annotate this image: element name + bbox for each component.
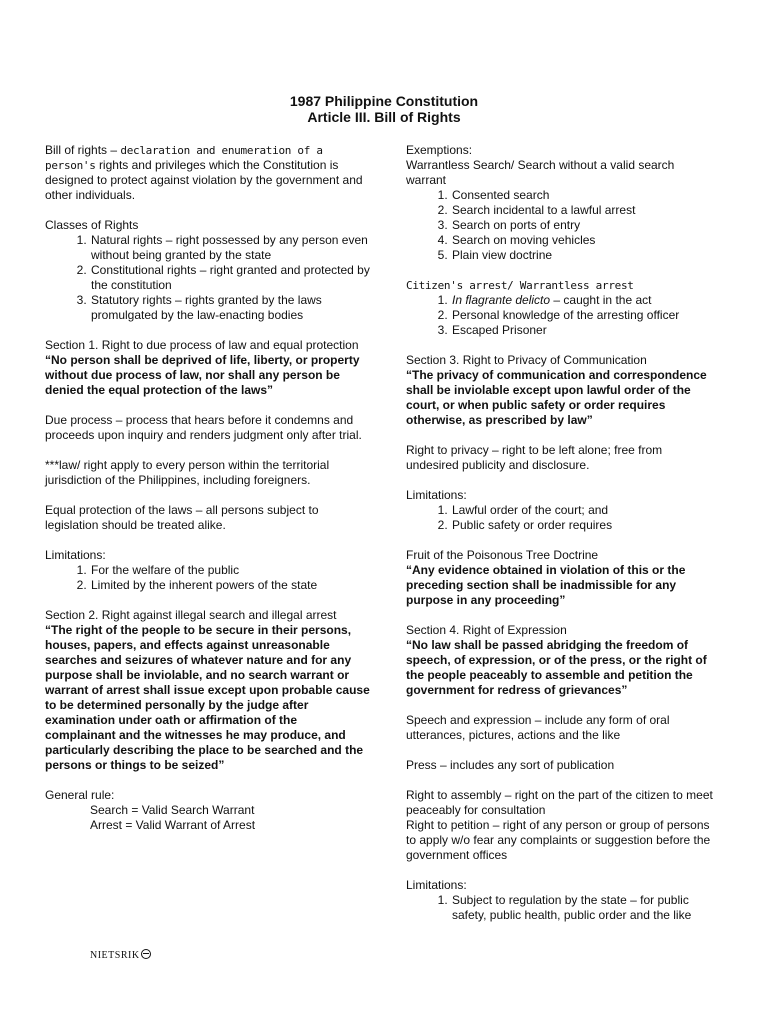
list-item: 1. Natural rights – right possessed by any person even without being granted by the state <box>90 233 370 263</box>
bor-def-b: rights and privileges which the Constitution is designed to protect against violation by the government and other individuals. <box>45 158 363 202</box>
warrantless-search-heading: Warrantless Search/ Search without a valid search warrant <box>406 158 675 187</box>
press-paragraph: Press – includes any sort of publication <box>406 758 615 772</box>
classes-list <box>45 233 370 323</box>
speech-paragraph: Speech and expression – include any form of oral utterances, pictures, actions and the like <box>406 713 670 742</box>
search-list <box>406 188 716 263</box>
section-2-heading: Section 2. Right against illegal search and illegal arrest <box>45 608 337 622</box>
arrest-1-rest: – caught in the act <box>550 293 652 307</box>
right-column <box>406 143 716 923</box>
section-3-quote: “The privacy of communication and correspondence shall be inviolable except upon lawful order of the court, or when public safety or order requires otherwise, as prescribed by law” <box>406 368 707 427</box>
privacy-limitations-list <box>406 503 716 533</box>
bor-term: Bill of rights – <box>45 143 121 157</box>
limitations-heading-3: Limitations: <box>406 878 467 892</box>
arrest-list <box>406 293 716 338</box>
footer-logo <box>90 948 151 963</box>
list-item: 2. Public safety or order requires <box>451 518 716 533</box>
title-line-1: 1987 Philippine Constitution <box>289 93 479 109</box>
due-process-paragraph: Due process – process that hears before it condemns and proceeds upon inquiry and renders judgment only after trial. <box>45 413 362 442</box>
section-3-heading: Section 3. Right to Privacy of Communication <box>406 353 647 367</box>
list-item: 4. Search on moving vehicles <box>451 233 716 248</box>
list-item: 1. Subject to regulation by the state – for public safety, public health, public order and the like <box>451 893 716 923</box>
list-item: 3. Statutory rights – rights granted by the laws promulgated by the law-enacting bodies <box>90 293 370 323</box>
limitations-heading: Limitations: <box>45 548 106 562</box>
list-item: 2. Personal knowledge of the arresting officer <box>451 308 716 323</box>
exemptions-heading: Exemptions: <box>406 143 473 157</box>
citizen-arrest-heading: Citizen's arrest/ Warrantless arrest <box>406 279 634 292</box>
classes-heading: Classes of Rights <box>45 218 139 232</box>
bill-of-rights-definition <box>45 143 370 203</box>
section-4-quote: “No law shall be passed abridging the freedom of speech, of expression, or of the press, or the right of the people peaceably to assemble and petition the government for redress of grievances” <box>406 638 707 697</box>
list-item: 2. Search incidental to a lawful arrest <box>451 203 716 218</box>
petition-paragraph: Right to petition – right of any person or group of persons to apply w/o fear any complaints or suggestion before the government offices <box>406 818 711 862</box>
title-line-2: Article III. Bill of Rights <box>307 109 461 125</box>
list-item: 1. Consented search <box>451 188 716 203</box>
general-rule-heading: General rule: <box>45 788 115 802</box>
list-item <box>451 293 716 308</box>
list-item: 1. Lawful order of the court; and <box>451 503 716 518</box>
fruit-heading: Fruit of the Poisonous Tree Doctrine <box>406 548 599 562</box>
section-1-heading: Section 1. Right to due process of law and equal protection <box>45 338 359 352</box>
arrest-1-latin: In flagrante delicto <box>452 293 551 307</box>
list-item: 2. Limited by the inherent powers of the state <box>90 578 370 593</box>
footer-text: NIETSRIK <box>90 950 140 961</box>
list-item: 5. Plain view doctrine <box>451 248 716 263</box>
expression-limitations-list <box>406 893 716 923</box>
list-item: 2. Constitutional rights – right granted and protected by the constitution <box>90 263 370 293</box>
section-2-quote: “The right of the people to be secure in their persons, houses, papers, and effects against unreasonable searches and seizures of whatever nature and for any purpose shall be inviolable, and no search warrant or warrant of arrest shall issue except upon probable cause to be determined personally by the judge after examination under oath or affirmation of the complainant and the witnesses he may produce, and particularly describing the place to be searched and the persons or things to be seized” <box>45 623 370 772</box>
document-title <box>0 93 768 125</box>
general-rule-arrest: Arrest = Valid Warrant of Arrest <box>90 818 256 832</box>
list-item: 1. For the welfare of the public <box>90 563 370 578</box>
law-apply-paragraph: ***law/ right apply to every person within the territorial jurisdiction of the Philippines, including foreigners. <box>45 458 330 487</box>
general-rule-search: Search = Valid Search Warrant <box>90 803 255 817</box>
equal-protection-paragraph: Equal protection of the laws – all persons subject to legislation should be treated alike. <box>45 503 319 532</box>
fruit-quote: “Any evidence obtained in violation of this or the preceding section shall be inadmissible for any purpose in any proceeding” <box>406 563 686 607</box>
list-item: 3. Escaped Prisoner <box>451 323 716 338</box>
limitations-heading-2: Limitations: <box>406 488 467 502</box>
privacy-paragraph: Right to privacy – right to be left alone; free from undesired publicity and disclosure. <box>406 443 663 472</box>
left-column <box>45 143 370 833</box>
assembly-paragraph: Right to assembly – right on the part of the citizen to meet peaceably for consultation <box>406 788 713 817</box>
section-1-quote: “No person shall be deprived of life, liberty, or property without due process of law, nor shall any person be denied the equal protection of the laws” <box>45 353 360 397</box>
circle-logo-icon <box>141 949 151 959</box>
list-item: 3. Search on ports of entry <box>451 218 716 233</box>
section-4-heading: Section 4. Right of Expression <box>406 623 567 637</box>
limitations-list <box>45 563 370 593</box>
bor-def-a: declaration and enumeration of a person's <box>45 144 323 172</box>
